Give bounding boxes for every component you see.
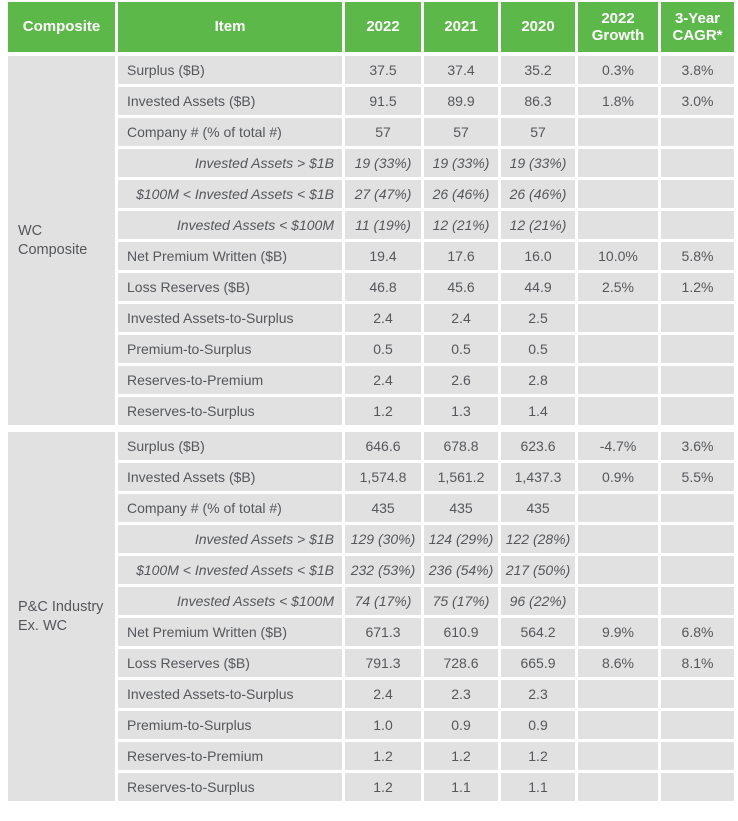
column-header-item: Item: [118, 2, 342, 52]
value-cell-growth: 0.3%: [578, 56, 658, 84]
value-cell-y2021: 236 (54%): [424, 556, 498, 584]
value-cell-y2022: 232 (53%): [345, 556, 421, 584]
column-header-3-year-cagr: 3-Year CAGR*: [661, 2, 734, 52]
value-cell-y2022: 646.6: [345, 432, 421, 460]
item-label: Company # (% of total #): [118, 118, 342, 146]
value-cell-y2022: 1.2: [345, 742, 421, 770]
value-cell-y2021: 678.8: [424, 432, 498, 460]
value-cell-y2022: 2.4: [345, 304, 421, 332]
item-label: Company # (% of total #): [118, 494, 342, 522]
value-cell-y2021: 37.4: [424, 56, 498, 84]
value-cell-y2020: 564.2: [501, 618, 575, 646]
item-label: Invested Assets < $100M: [118, 211, 342, 239]
value-cell-y2020: 57: [501, 118, 575, 146]
item-label: Reserves-to-Premium: [118, 742, 342, 770]
value-cell-y2021: 2.6: [424, 366, 498, 394]
value-cell-cagr: [661, 773, 734, 801]
value-cell-y2021: 2.3: [424, 680, 498, 708]
value-cell-y2020: 2.8: [501, 366, 575, 394]
value-cell-growth: [578, 211, 658, 239]
value-cell-y2020: 19 (33%): [501, 149, 575, 177]
value-cell-y2020: 35.2: [501, 56, 575, 84]
value-cell-y2020: 1.2: [501, 742, 575, 770]
item-label: Invested Assets > $1B: [118, 525, 342, 553]
value-cell-growth: [578, 587, 658, 615]
item-label: Invested Assets ($B): [118, 463, 342, 491]
value-cell-cagr: 1.2%: [661, 273, 734, 301]
composite-label: WC Composite: [8, 56, 115, 425]
value-cell-y2021: 2.4: [424, 304, 498, 332]
value-cell-y2022: 1.0: [345, 711, 421, 739]
value-cell-cagr: [661, 680, 734, 708]
value-cell-y2020: 26 (46%): [501, 180, 575, 208]
value-cell-y2021: 610.9: [424, 618, 498, 646]
value-cell-y2022: 11 (19%): [345, 211, 421, 239]
value-cell-cagr: [661, 711, 734, 739]
column-header-2022-growth: 2022 Growth: [578, 2, 658, 52]
value-cell-growth: [578, 304, 658, 332]
value-cell-y2020: 16.0: [501, 242, 575, 270]
item-label: Invested Assets-to-Surplus: [118, 680, 342, 708]
value-cell-y2022: 27 (47%): [345, 180, 421, 208]
value-cell-y2020: 122 (28%): [501, 525, 575, 553]
value-cell-y2022: 1.2: [345, 397, 421, 425]
value-cell-growth: [578, 180, 658, 208]
value-cell-cagr: [661, 556, 734, 584]
value-cell-growth: [578, 335, 658, 363]
value-cell-y2020: 12 (21%): [501, 211, 575, 239]
item-label: Surplus ($B): [118, 56, 342, 84]
value-cell-cagr: [661, 366, 734, 394]
value-cell-growth: [578, 118, 658, 146]
value-cell-y2021: 1,561.2: [424, 463, 498, 491]
value-cell-growth: 10.0%: [578, 242, 658, 270]
value-cell-cagr: [661, 211, 734, 239]
item-label: Premium-to-Surplus: [118, 335, 342, 363]
item-label: Reserves-to-Surplus: [118, 397, 342, 425]
value-cell-y2021: 1.3: [424, 397, 498, 425]
value-cell-cagr: [661, 397, 734, 425]
value-cell-y2021: 0.5: [424, 335, 498, 363]
value-cell-growth: 2.5%: [578, 273, 658, 301]
value-cell-y2022: 129 (30%): [345, 525, 421, 553]
value-cell-cagr: 3.6%: [661, 432, 734, 460]
value-cell-y2022: 791.3: [345, 649, 421, 677]
value-cell-growth: [578, 711, 658, 739]
value-cell-y2020: 435: [501, 494, 575, 522]
value-cell-y2021: 0.9: [424, 711, 498, 739]
value-cell-growth: 0.9%: [578, 463, 658, 491]
value-cell-y2020: 1,437.3: [501, 463, 575, 491]
value-cell-y2022: 74 (17%): [345, 587, 421, 615]
column-header-composite: Composite: [8, 2, 115, 52]
value-cell-cagr: [661, 180, 734, 208]
value-cell-y2022: 91.5: [345, 87, 421, 115]
item-label: Loss Reserves ($B): [118, 273, 342, 301]
value-cell-growth: 9.9%: [578, 618, 658, 646]
value-cell-y2021: 12 (21%): [424, 211, 498, 239]
value-cell-cagr: [661, 742, 734, 770]
value-cell-y2021: 89.9: [424, 87, 498, 115]
value-cell-y2020: 96 (22%): [501, 587, 575, 615]
value-cell-y2022: 46.8: [345, 273, 421, 301]
item-label: Surplus ($B): [118, 432, 342, 460]
item-label: Net Premium Written ($B): [118, 242, 342, 270]
value-cell-growth: [578, 773, 658, 801]
value-cell-growth: [578, 525, 658, 553]
value-cell-cagr: [661, 335, 734, 363]
column-header-2022: 2022: [345, 2, 421, 52]
value-cell-cagr: [661, 118, 734, 146]
value-cell-growth: [578, 494, 658, 522]
table-header-row: [8, 2, 734, 52]
value-cell-y2021: 435: [424, 494, 498, 522]
value-cell-growth: [578, 366, 658, 394]
value-cell-y2021: 1.1: [424, 773, 498, 801]
value-cell-cagr: [661, 587, 734, 615]
value-cell-y2022: 1,574.8: [345, 463, 421, 491]
value-cell-cagr: 3.8%: [661, 56, 734, 84]
value-cell-y2020: 86.3: [501, 87, 575, 115]
value-cell-cagr: 6.8%: [661, 618, 734, 646]
value-cell-y2020: 1.1: [501, 773, 575, 801]
value-cell-y2022: 0.5: [345, 335, 421, 363]
value-cell-y2022: 2.4: [345, 680, 421, 708]
value-cell-y2020: 0.5: [501, 335, 575, 363]
value-cell-y2021: 124 (29%): [424, 525, 498, 553]
column-header-2020: 2020: [501, 2, 575, 52]
table-body: [8, 56, 734, 801]
value-cell-cagr: [661, 149, 734, 177]
value-cell-y2022: 435: [345, 494, 421, 522]
value-cell-y2022: 19 (33%): [345, 149, 421, 177]
value-cell-cagr: 5.8%: [661, 242, 734, 270]
value-cell-growth: 8.6%: [578, 649, 658, 677]
value-cell-growth: [578, 680, 658, 708]
value-cell-y2020: 1.4: [501, 397, 575, 425]
composite-label: P&C Industry Ex. WC: [8, 432, 115, 801]
value-cell-y2022: 37.5: [345, 56, 421, 84]
value-cell-cagr: [661, 494, 734, 522]
value-cell-growth: -4.7%: [578, 432, 658, 460]
item-label: Reserves-to-Premium: [118, 366, 342, 394]
table-section: [8, 56, 734, 425]
value-cell-y2020: 2.3: [501, 680, 575, 708]
value-cell-y2022: 1.2: [345, 773, 421, 801]
item-label: Invested Assets < $100M: [118, 587, 342, 615]
value-cell-cagr: 8.1%: [661, 649, 734, 677]
value-cell-y2022: 19.4: [345, 242, 421, 270]
value-cell-y2020: 217 (50%): [501, 556, 575, 584]
item-label: $100M < Invested Assets < $1B: [118, 556, 342, 584]
value-cell-y2021: 26 (46%): [424, 180, 498, 208]
value-cell-y2021: 75 (17%): [424, 587, 498, 615]
item-label: Premium-to-Surplus: [118, 711, 342, 739]
value-cell-growth: [578, 742, 658, 770]
value-cell-y2021: 728.6: [424, 649, 498, 677]
value-cell-y2021: 1.2: [424, 742, 498, 770]
value-cell-y2022: 2.4: [345, 366, 421, 394]
item-label: Invested Assets ($B): [118, 87, 342, 115]
value-cell-y2022: 57: [345, 118, 421, 146]
column-header-2021: 2021: [424, 2, 498, 52]
item-label: $100M < Invested Assets < $1B: [118, 180, 342, 208]
item-label: Invested Assets > $1B: [118, 149, 342, 177]
value-cell-y2020: 0.9: [501, 711, 575, 739]
value-cell-growth: 1.8%: [578, 87, 658, 115]
value-cell-cagr: 3.0%: [661, 87, 734, 115]
value-cell-y2020: 2.5: [501, 304, 575, 332]
value-cell-y2022: 671.3: [345, 618, 421, 646]
value-cell-y2021: 17.6: [424, 242, 498, 270]
value-cell-y2021: 45.6: [424, 273, 498, 301]
value-cell-growth: [578, 397, 658, 425]
value-cell-y2020: 623.6: [501, 432, 575, 460]
item-label: Net Premium Written ($B): [118, 618, 342, 646]
value-cell-growth: [578, 556, 658, 584]
table-section: [8, 432, 734, 801]
value-cell-y2020: 665.9: [501, 649, 575, 677]
value-cell-cagr: [661, 304, 734, 332]
value-cell-y2021: 19 (33%): [424, 149, 498, 177]
value-cell-growth: [578, 149, 658, 177]
value-cell-cagr: 5.5%: [661, 463, 734, 491]
item-label: Loss Reserves ($B): [118, 649, 342, 677]
item-label: Invested Assets-to-Surplus: [118, 304, 342, 332]
value-cell-y2020: 44.9: [501, 273, 575, 301]
value-cell-cagr: [661, 525, 734, 553]
value-cell-y2021: 57: [424, 118, 498, 146]
item-label: Reserves-to-Surplus: [118, 773, 342, 801]
